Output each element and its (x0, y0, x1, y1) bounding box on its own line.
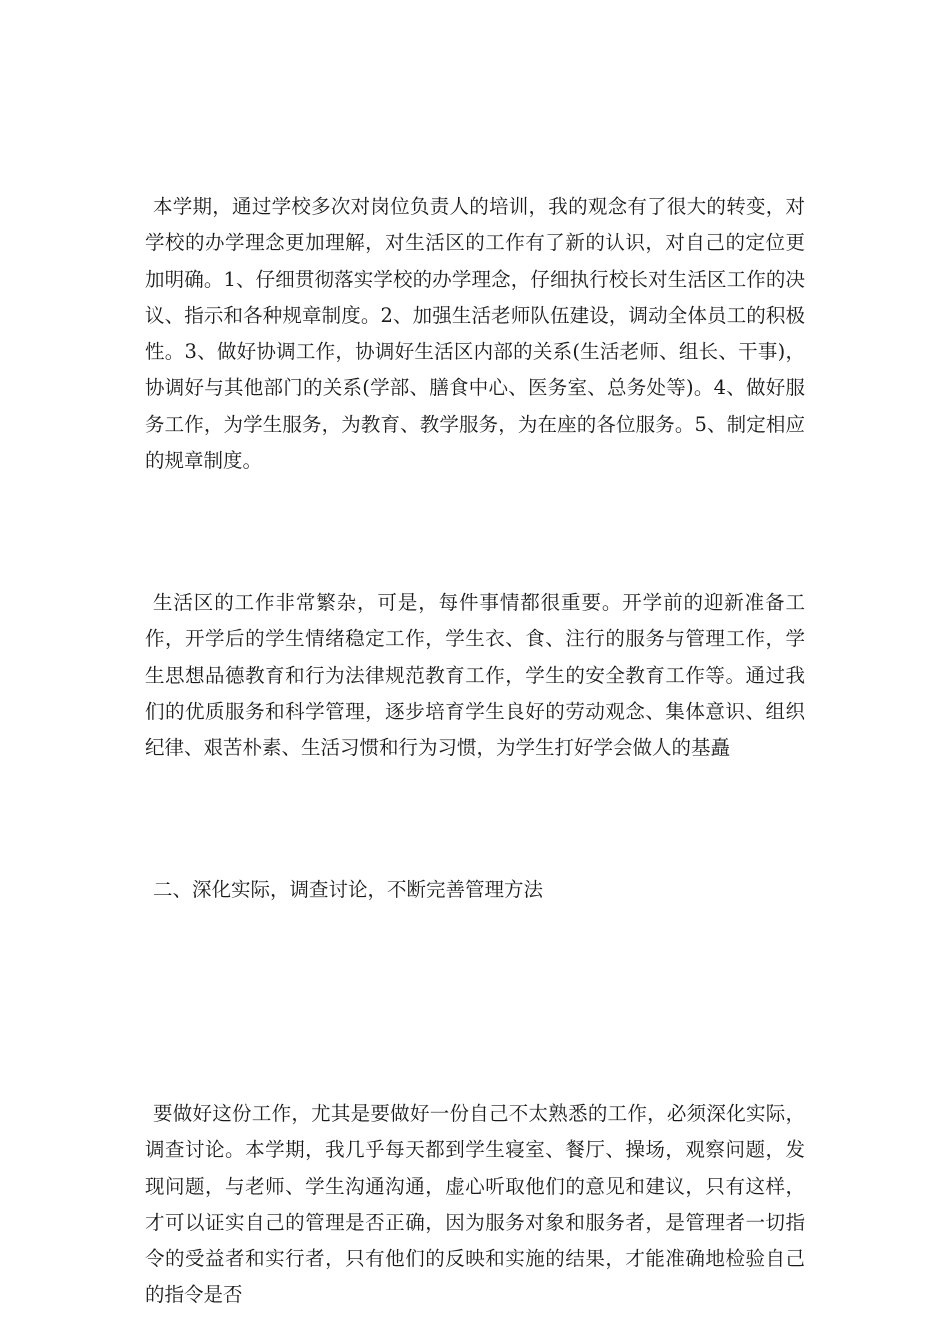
paragraph-investigation: 要做好这份工作，尤其是要做好一份自己不太熟悉的工作，必须深化实际，调查讨论。本学期，我几乎每天都到学生寝室、餐厅、操场，观察问题，发现问题，与老师、学生沟通沟通，虚心听取他们的意见和建议，只有这样，才可以证实自己的管理是否正确，因为服务对象和服务者，是管理者一切指令的受益者和实行者，只有他们的反映和实施的结果，才能准确地检验自己的指令是否 (145, 1102, 805, 1307)
paragraph-training-summary: 本学期，通过学校多次对岗位负责人的培训，我的观念有了很大的转变，对学校的办学理念更加理解，对生活区的工作有了新的认识，对自己的定位更加明确。1、仔细贯彻落实学校的办学理念，仔细执行校长对生活区工作的决议、指示和各种规章制度。2、加强生活老师队伍建设，调动全体员工的积极性。3、做好协调工作，协调好生活区内部的关系(生活老师、组长、干事)，协调好与其他部门的关系(学部、膳食中心、医务室、总务处等)。4、做好服务工作，为学生服务，为教育、教学服务，为在座的各位服务。5、制定相应的规章制度。 (145, 195, 805, 473)
section-heading-deepen-practice: 二、深化实际，调查讨论，不断完善管理方法 (153, 878, 544, 901)
paragraph-living-area-work: 生活区的工作非常繁杂，可是，每件事情都很重要。开学前的迎新准备工作，开学后的学生情绪稳定工作，学生衣、食、注行的服务与管理工作，学生思想品德教育和行为法律规范教育工作，学生的安全教育工作等。通过我们的优质服务和科学管理，逐步培育学生良好的劳动观念、集体意识、组织纪律、艰苦朴素、生活习惯和行为习惯，为学生打好学会做人的基矗 (145, 591, 805, 760)
